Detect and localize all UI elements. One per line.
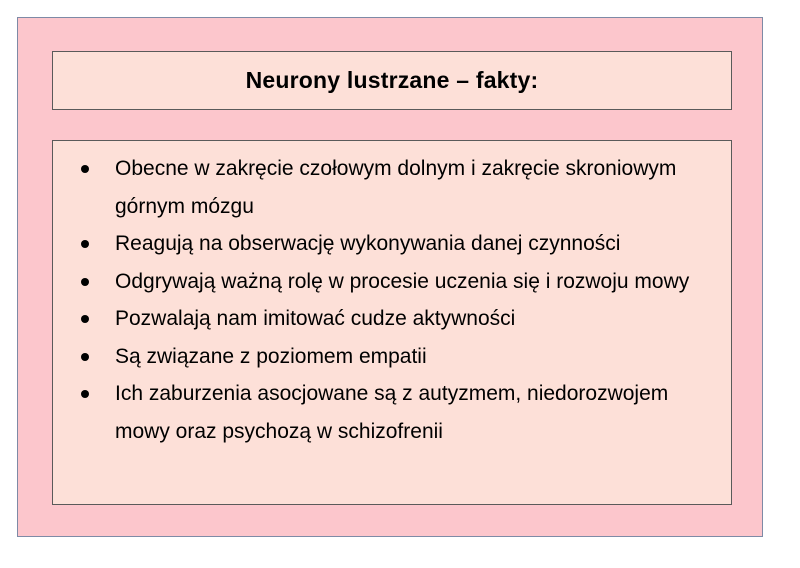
bullet-icon <box>81 353 89 361</box>
list-item-text: Są związane z poziomem empatii <box>115 344 427 368</box>
bullet-icon <box>81 278 89 286</box>
list-item-text: Odgrywają ważną rolę w procesie uczenia się i rozwoju mowy <box>115 269 690 293</box>
slide-frame <box>17 17 763 537</box>
list-item-text: Ich zaburzenia asocjowane są z autyzmem, niedorozwojem mowy oraz psychozą w schizofrenii <box>115 382 669 443</box>
facts-list <box>77 150 717 450</box>
list-item <box>77 150 717 225</box>
list-item <box>77 338 717 376</box>
list-item <box>77 225 717 263</box>
list-item <box>77 263 717 301</box>
bullet-icon <box>81 390 89 398</box>
list-item-text: Obecne w zakręcie czołowym dolnym i zakręcie skroniowym górnym mózgu <box>115 157 677 218</box>
bullet-icon <box>81 165 89 173</box>
facts-box <box>52 140 732 505</box>
list-item <box>77 375 717 450</box>
list-item-text: Reagują na obserwację wykonywania danej czynności <box>115 232 621 255</box>
page-title: Neurony lustrzane – fakty: <box>245 67 539 93</box>
bullet-icon <box>81 315 89 323</box>
list-item <box>77 300 717 338</box>
bullet-icon <box>81 240 89 248</box>
title-box <box>52 51 732 110</box>
list-item-text: Pozwalają nam imitować cudze aktywności <box>115 307 516 330</box>
